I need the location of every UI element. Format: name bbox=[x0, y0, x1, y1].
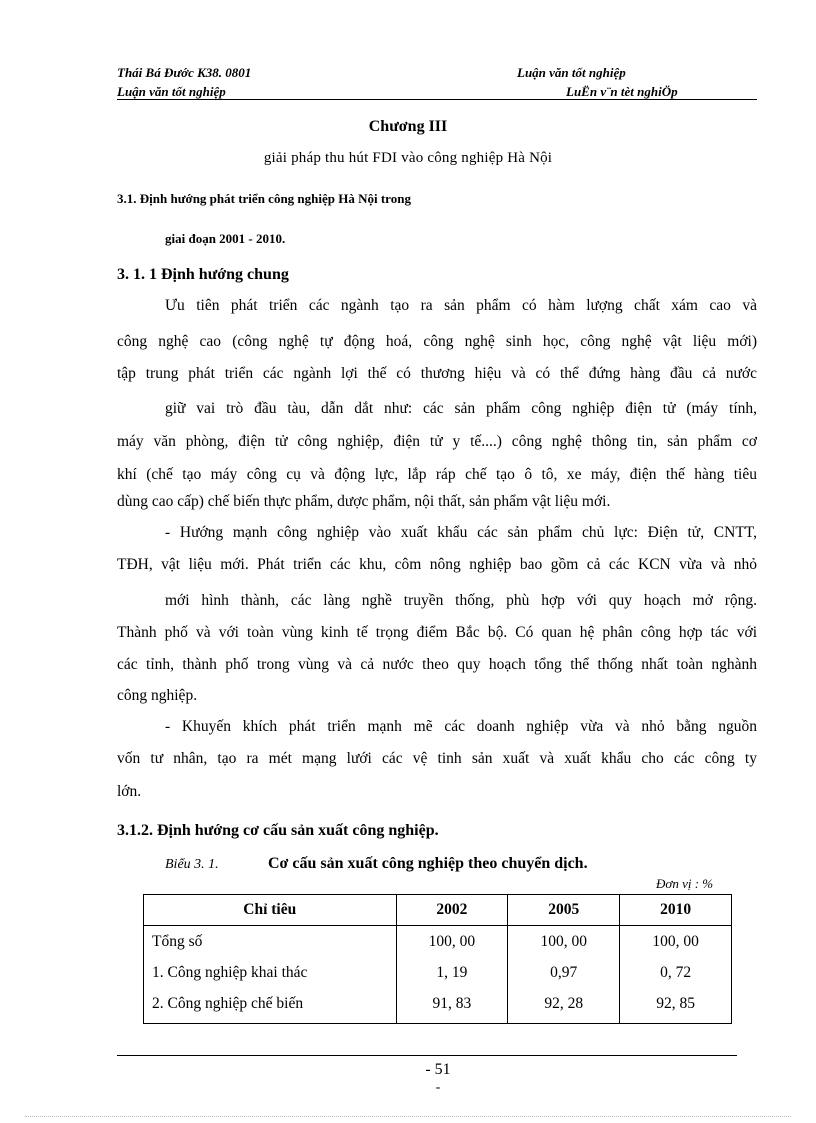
body-line: Ưu tiên phát triển các ngành tạo ra sản phẩm có hàm lượng chất xám cao và bbox=[165, 297, 757, 314]
section-3-1-heading-line2: giai đoạn 2001 - 2010. bbox=[165, 231, 286, 246]
header-title-right-2: LuËn v¨n tèt nghiÖp bbox=[566, 84, 678, 99]
body-line: lớn. bbox=[117, 783, 142, 800]
table-cell-value: 100, 00 bbox=[620, 926, 732, 958]
section-3-1-1-heading: 3. 1. 1 Định hướng chung bbox=[117, 266, 289, 283]
table-cell-value: 1, 19 bbox=[396, 957, 508, 988]
body-line: công nghệ cao (công nghệ tự động hoá, công nghệ sinh học, công nghệ vật liệu mới) bbox=[117, 333, 757, 350]
header-title-right: Luận văn tốt nghiệp bbox=[517, 65, 626, 80]
table-cell-value: 100, 00 bbox=[508, 926, 620, 958]
body-line: vốn tư nhân, tạo ra mét mạng lưới các vệ tinh sản xuất và xuất khẩu cho các công ty bbox=[117, 750, 757, 767]
body-line: Thành phố và với toàn vùng kinh tế trọng điểm Bắc bộ. Có quan hệ phân công hợp tác với bbox=[117, 624, 757, 641]
table-cell-value: 92, 85 bbox=[620, 988, 732, 1024]
table-header-row bbox=[144, 895, 732, 926]
body-line: - Hướng mạnh công nghiệp vào xuất khẩu các sản phẩm chủ lực: Điện tử, CNTT, bbox=[165, 524, 757, 541]
body-line: - Khuyến khích phát triển mạnh mẽ các doanh nghiệp vừa và nhỏ bằng nguồn bbox=[165, 718, 757, 735]
body-line: công nghiệp. bbox=[117, 687, 198, 704]
header-title-left: Luận văn tốt nghiệp bbox=[117, 84, 226, 99]
body-line: dùng cao cấp) chế biến thực phẩm, dược phẩm, nội thất, sản phẩm vật liệu mới. bbox=[117, 493, 611, 510]
body-line: mới hình thành, các làng nghề truyền thống, phù hợp với quy hoạch mở rộng. bbox=[165, 592, 757, 609]
table-row bbox=[144, 926, 732, 958]
table-header-cell: 2005 bbox=[508, 895, 620, 926]
body-line: khí (chế tạo máy công cụ và động lực, lắp ráp chế tạo ô tô, xe máy, điện thế hàng tiêu bbox=[117, 466, 757, 483]
section-3-1-heading-line1: 3.1. Định hướng phát triển công nghiệp Hà Nội trong bbox=[117, 191, 411, 206]
table-title: Cơ cấu sản xuất công nghiệp theo chuyển dịch. bbox=[268, 855, 588, 872]
table-row bbox=[144, 988, 732, 1024]
table-row bbox=[144, 957, 732, 988]
table-cell-value: 0, 72 bbox=[620, 957, 732, 988]
table-header-cell: Chỉ tiêu bbox=[144, 895, 397, 926]
table-cell-label: Tổng số bbox=[144, 926, 397, 958]
table-cell-value: 100, 00 bbox=[396, 926, 508, 958]
table-header-cell: 2002 bbox=[396, 895, 508, 926]
body-line: TĐH, vật liệu mới. Phát triển các khu, côm nông nghiệp bao gồm cả các KCN vừa và nhỏ bbox=[117, 556, 757, 573]
chapter-number: Chương III bbox=[368, 118, 448, 135]
table-header-cell: 2010 bbox=[620, 895, 732, 926]
table-cell-label: 1. Công nghiệp khai thác bbox=[144, 957, 397, 988]
table-cell-label: 2. Công nghiệp chế biến bbox=[144, 988, 397, 1024]
footer-dash: - bbox=[435, 1080, 441, 1095]
table-cell-value: 91, 83 bbox=[396, 988, 508, 1024]
production-structure-table bbox=[143, 894, 732, 1024]
body-line: máy văn phòng, điện tử công nghiệp, điện tử y tế....) công nghệ thông tin, sản phẩm cơ bbox=[117, 433, 757, 450]
table-cell-value: 92, 28 bbox=[508, 988, 620, 1024]
chapter-subtitle: giải pháp thu hút FDI vào công nghiệp Hà Nội bbox=[263, 150, 553, 166]
table-label: Biểu 3. 1. bbox=[165, 857, 219, 872]
body-line: các tỉnh, thành phố trong vùng và cả nước theo quy hoạch tổng thể thống nhất toàn nghành bbox=[117, 656, 757, 673]
table-cell-value: 0,97 bbox=[508, 957, 620, 988]
body-line: tập trung phát triển các ngành lợi thế có thương hiệu và có thể đứng hàng đầu cả nước bbox=[117, 365, 757, 382]
header-rule bbox=[117, 99, 757, 100]
table-unit: Đơn vị : % bbox=[656, 876, 714, 891]
page-number: - 51 bbox=[425, 1061, 451, 1078]
section-3-1-2-heading: 3.1.2. Định hướng cơ cấu sản xuất công nghiệp. bbox=[117, 822, 439, 839]
header-author: Thái Bá Đước K38. 0801 bbox=[117, 65, 252, 80]
footer-rule bbox=[117, 1055, 737, 1056]
body-line: giữ vai trò đầu tàu, dẫn dắt như: các sản phẩm công nghiệp điện tử (máy tính, bbox=[165, 400, 757, 417]
page-bottom-dotted-rule bbox=[25, 1116, 791, 1117]
